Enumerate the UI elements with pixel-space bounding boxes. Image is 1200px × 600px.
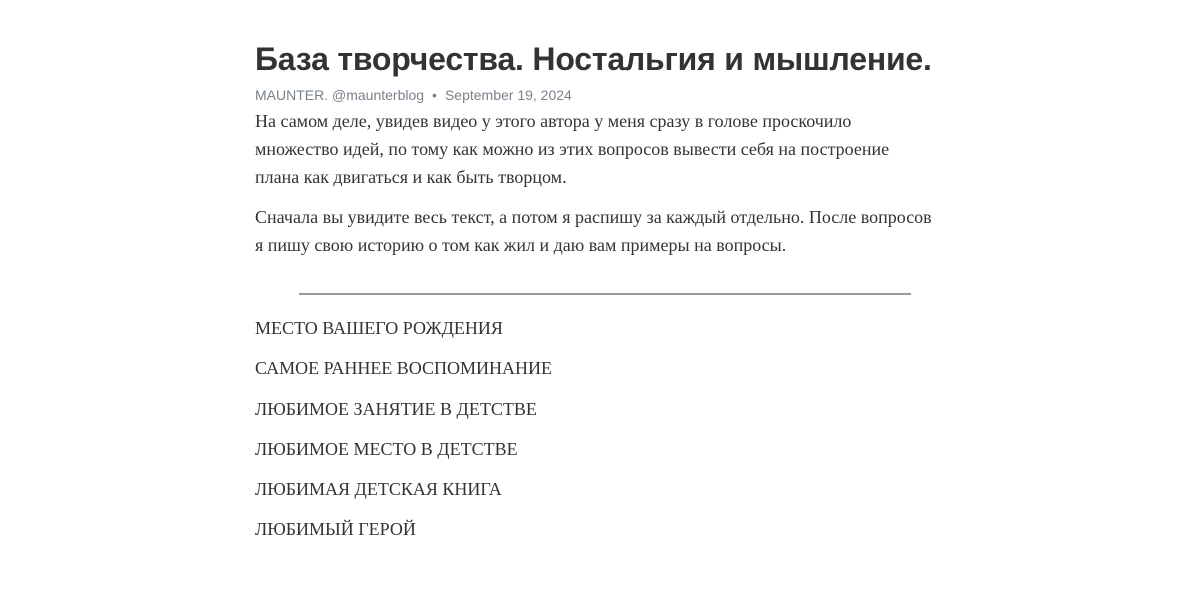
article-paragraph: На самом деле, увидев видео у этого автора у меня сразу в голове проскочило множество идей, по тому как можно из этих вопросов вывести себя на построение плана как двигаться и как быть творцом. xyxy=(255,111,890,187)
question-item: ЛЮБИМАЯ ДЕТСКАЯ КНИГА xyxy=(255,479,502,500)
question-item: САМОЕ РАННЕЕ ВОСПОМИНАНИЕ xyxy=(255,358,553,379)
question-item: МЕСТО ВАШЕГО РОЖДЕНИЯ xyxy=(255,318,503,338)
article-paragraph: Сначала вы увидите весь текст, а потом я распишу за каждый отдельно. После вопросов я пишу свою историю о том как жил и даю вам примеры на вопросы. xyxy=(255,207,932,255)
article xyxy=(255,0,955,556)
question-item: ЛЮБИМЫЙ ГЕРОЙ xyxy=(255,519,416,540)
byline-separator: • xyxy=(432,87,437,103)
article-byline xyxy=(255,86,955,104)
question-list xyxy=(255,314,955,543)
section-divider xyxy=(299,293,911,295)
question-item: ЛЮБИМОЕ ЗАНЯТИЕ В ДЕТСТВЕ xyxy=(255,398,537,419)
author-link[interactable]: MAUNTER. @maunterblog xyxy=(255,87,425,103)
article-title: База творчества. Ностальгия и мышление. xyxy=(255,41,932,77)
question-item: ЛЮБИМОЕ МЕСТО В ДЕТСТВЕ xyxy=(255,438,518,459)
publish-date: September 19, 2024 xyxy=(444,87,572,103)
